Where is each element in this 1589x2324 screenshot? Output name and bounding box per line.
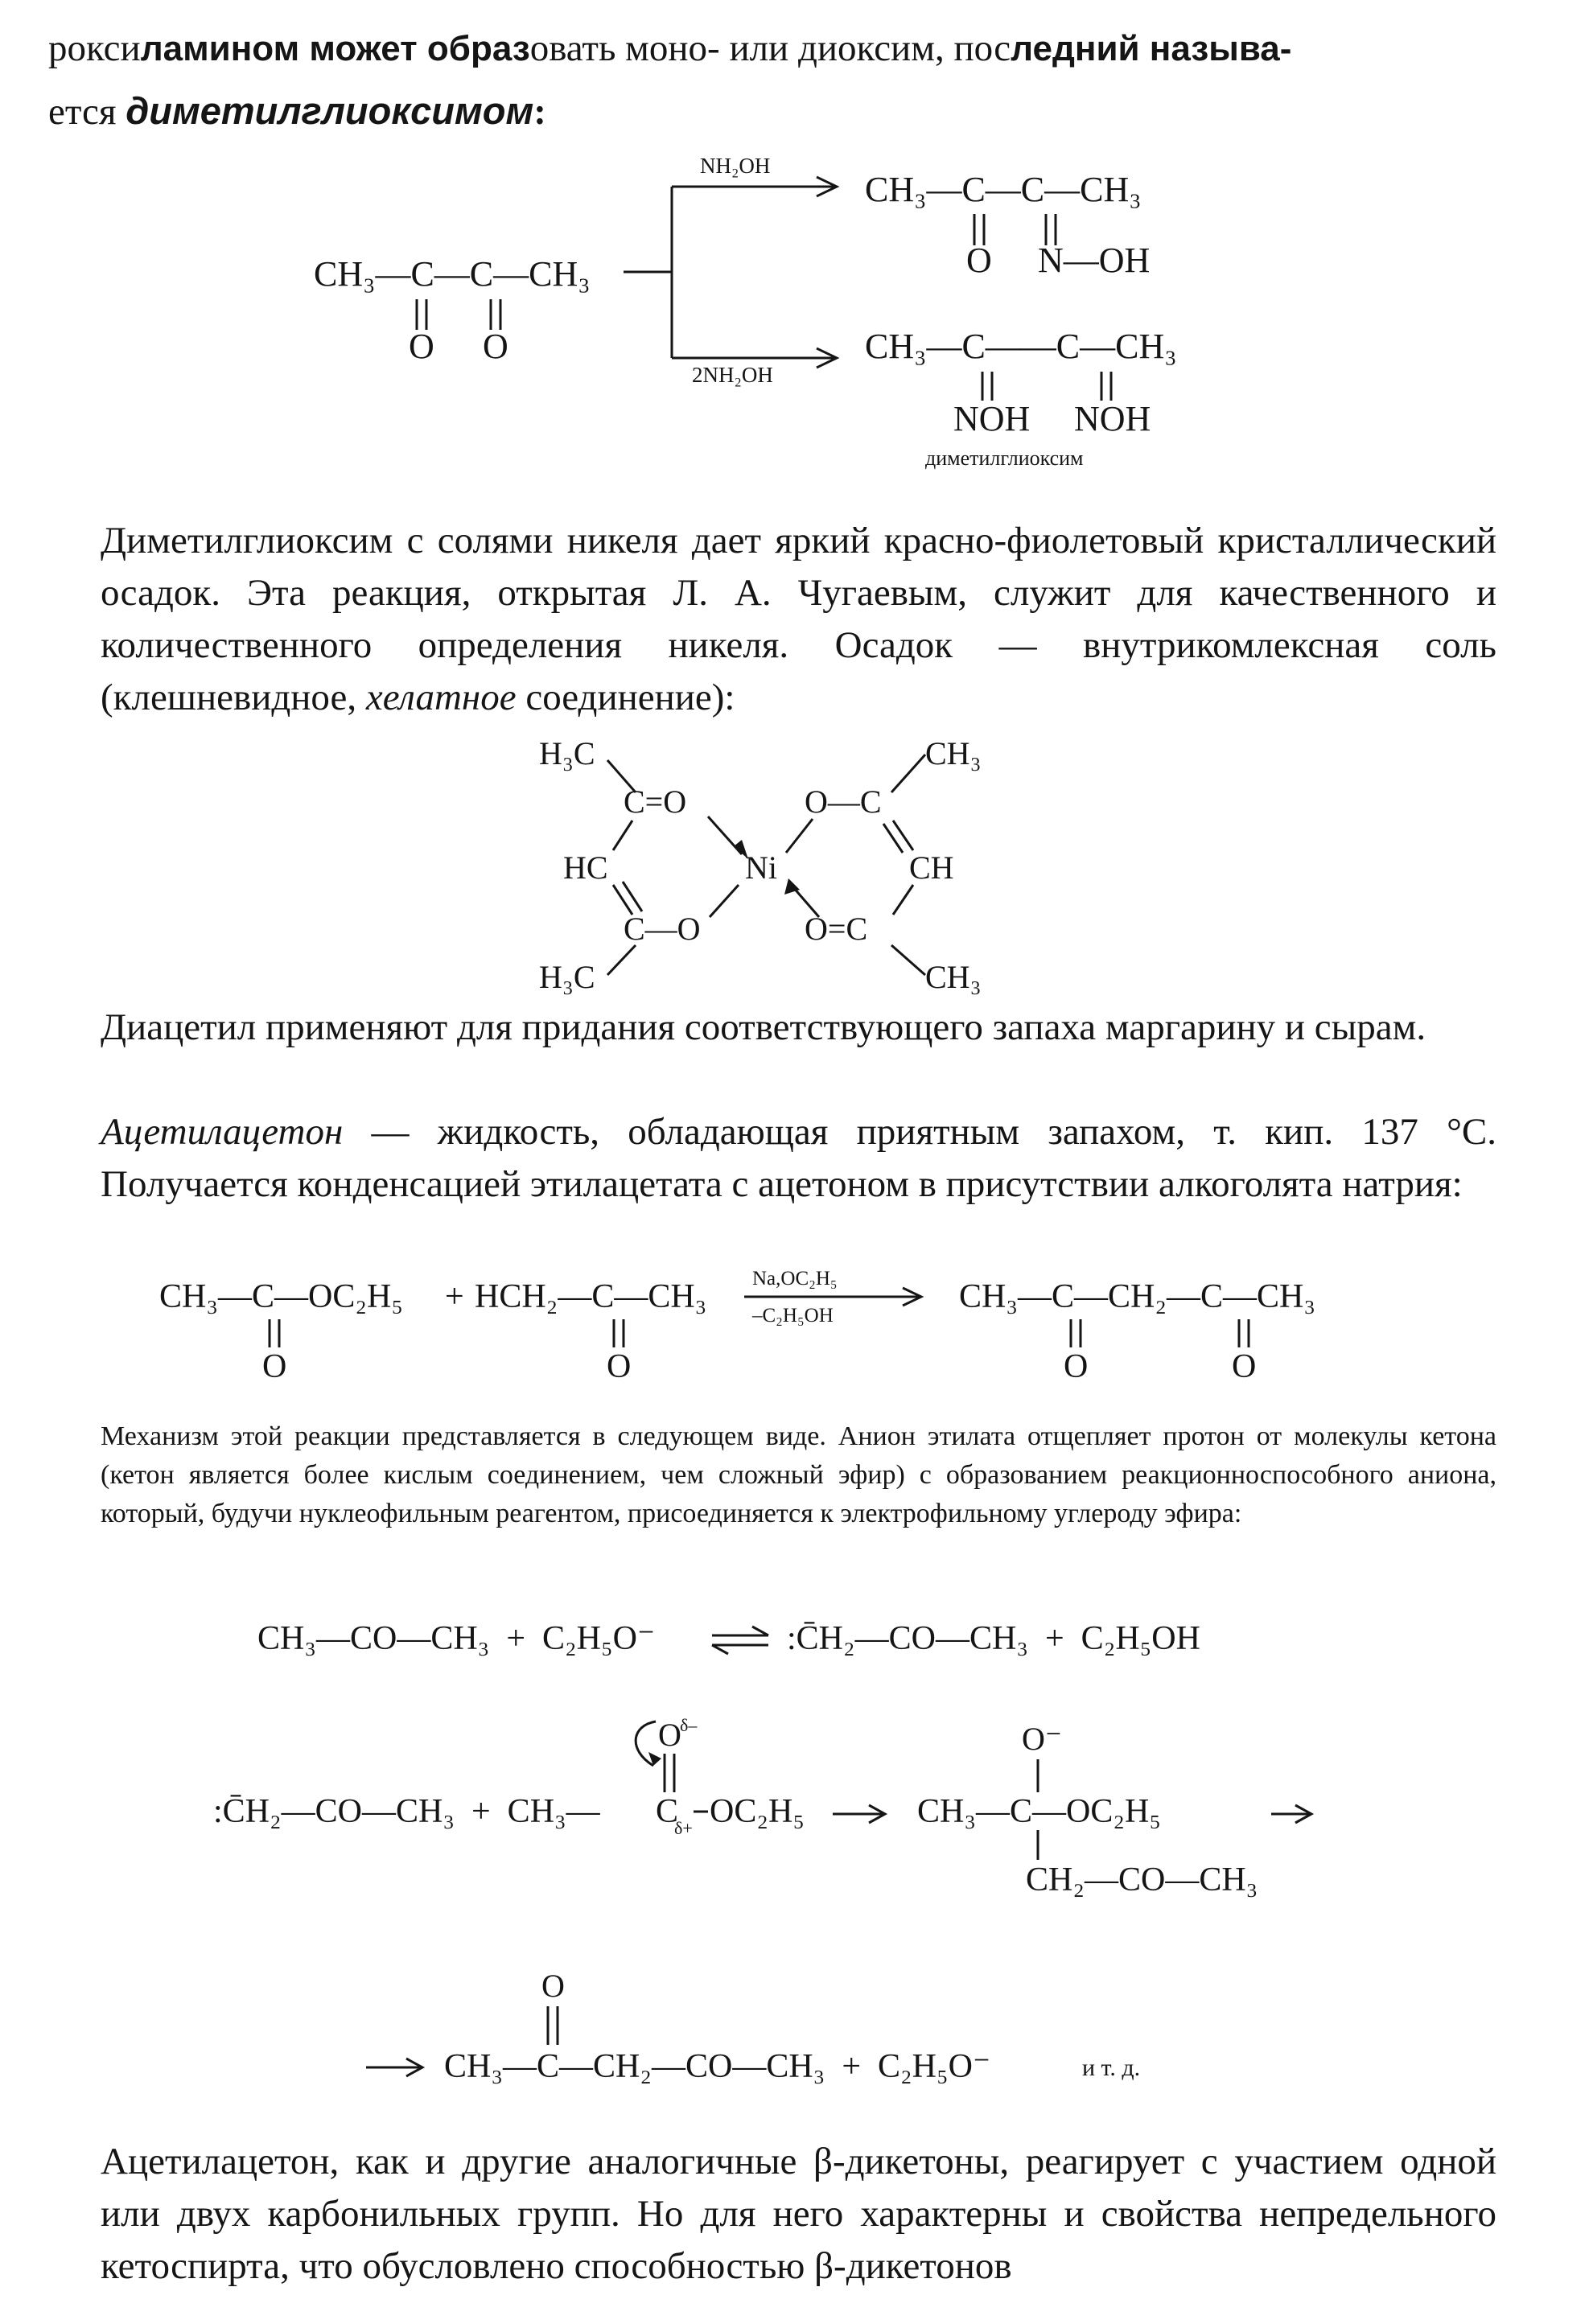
intro-text-e: ется (48, 91, 126, 133)
reactant1-o: O (262, 1348, 287, 1385)
para2-text: Диацетил применяют для придания соответствующего запаха маргарину и сырам. (101, 1006, 1426, 1048)
mechanism-text: Механизм этой реакции представляется в следующем виде. Анион этилата отщепляет протон от молекулы кетона (кетон является более кислым соединением, чем сложный эфир) с образованием реакционноспособного аниона, который, будучи нуклеофильным реагентом, присоединяется к электрофильному углероду эфира: (101, 1421, 1496, 1528)
chelate-c-o: C—O (624, 911, 701, 947)
product: CH₃—C—CH₂—C—CH₃ (959, 1278, 1315, 1315)
chelate-o-c-top: O—C (805, 784, 882, 820)
mech2-delta-plus: δ+ (674, 1818, 693, 1838)
para4-text: Ацетилацетон, как и другие аналогичные β-дикетоны, реагирует с участием одной или двух карбонильных групп. Но для него характерны и свойства непредельного кетоспирта, что обусловлено способностью β-дикетонов (101, 2141, 1496, 2287)
chelate-ch: CH (909, 849, 954, 886)
term-acetylacetone: Ацетилацетон (101, 1111, 344, 1153)
mech2-o-delta: O (658, 1717, 681, 1753)
top-noh: N—OH (1038, 241, 1151, 280)
mech2-o-minus: O⁻ (1022, 1721, 1062, 1757)
intro-text-b: ламином может образ (140, 29, 530, 68)
intro-text-c: овать моно- или диоксим, пос (529, 27, 1011, 69)
para1-text: Диметилглиоксим с солями никеля дает яркий красно-фиолетовый кристаллический осадок. Эта реакция, открытая Л. А. Чугаевым, служит для качественного и количественного определения никеля. Осадок — внутрикомлексная соль (клешневидное, (101, 520, 1496, 718)
product-o1: O (1064, 1348, 1089, 1385)
mech2-product-chain: CH₃—C—OC₂H₅ (917, 1793, 1161, 1830)
top-chain: CH₃—C—C—CH₃ (865, 170, 1142, 209)
term-chelate: хелатное (365, 677, 517, 718)
mech-step2 (213, 1715, 1311, 1898)
reactant2-o: O (607, 1348, 632, 1385)
chelate-ch3-bottom: CH₃ (925, 959, 982, 995)
mech-step1 (257, 1620, 1200, 1657)
mech1-lhs: CH₃—CO—CH₃ + C₂H₅O⁻ (257, 1620, 656, 1657)
condition-top: Na,OC₂H₅ (752, 1268, 838, 1290)
mech3-chain: CH₃—C—CH₂—CO—CH₃ + C₂H₅O⁻ (444, 2048, 991, 2085)
mech3-etc: и т. д. (1082, 2055, 1141, 2081)
para3-text: — жидкость, обладающая приятным запахом, т. кип. 137 °С. Получается конденсацией этилацетата с ацетоном в присутствии алкоголята натрия: (101, 1111, 1496, 1205)
mech2-carbanion: :C̄H₂—CO—CH₃ + CH₃— (213, 1793, 600, 1830)
plus-sign: + (445, 1278, 464, 1315)
chelate-o-eq-c: O=C (805, 911, 868, 947)
reagent-bottom: 2NH₂OH (692, 363, 773, 387)
top-o: O (966, 241, 992, 280)
chelate-c-eq-o: C=O (624, 784, 687, 820)
intro-colon: : (533, 91, 546, 133)
bottom-noh2: NOH (1074, 399, 1151, 438)
mech2-carbon: C (656, 1793, 679, 1830)
paragraph-beta-diketones (101, 2136, 1496, 2293)
mech2-ester-rest: OC₂H₅ (710, 1793, 805, 1830)
chelate-ch3-top: CH₃ (925, 735, 982, 771)
mech1-rhs: :C̄H₂—CO—CH₃ + C₂H₅OH (787, 1620, 1200, 1657)
mech-step3 (366, 1968, 1140, 2085)
bottom-chain: CH₃—C——C—CH₃ (865, 327, 1177, 366)
intro-text-d: ледний называ- (1011, 29, 1292, 68)
product-o2: O (1232, 1348, 1257, 1385)
caption-dimethylglyoxime: диметилглиоксим (925, 446, 1084, 470)
intro-text-a: рокси (48, 27, 141, 69)
reagent-top: NH₂OH (700, 154, 771, 178)
start-o2: O (483, 327, 508, 366)
bottom-noh1: NOH (953, 399, 1031, 438)
chelate-h3c-bottom: H₃C (539, 959, 595, 995)
chelate-ni: Ni (745, 849, 777, 886)
mech2-delta-minus: δ– (680, 1715, 698, 1735)
chelate-h3c-top: H₃C (539, 735, 595, 771)
reactant2: HCH₂—C—CH₃ (475, 1278, 707, 1315)
start-o1: O (409, 327, 434, 366)
term-dimethylglyoxime: диметилглиоксимом (126, 89, 534, 132)
mech3-o: O (541, 1968, 565, 2004)
condition-bottom: –C₂H₅OH (752, 1305, 834, 1327)
start-chain: CH₃—C—C—CH₃ (314, 254, 591, 294)
reactant1: CH₃—C—OC₂H₅ (159, 1278, 403, 1315)
mech2-branch: CH₂—CO—CH₃ (1026, 1861, 1258, 1898)
para1-end: соединение): (516, 677, 735, 718)
chelate-hc: HC (563, 849, 608, 886)
